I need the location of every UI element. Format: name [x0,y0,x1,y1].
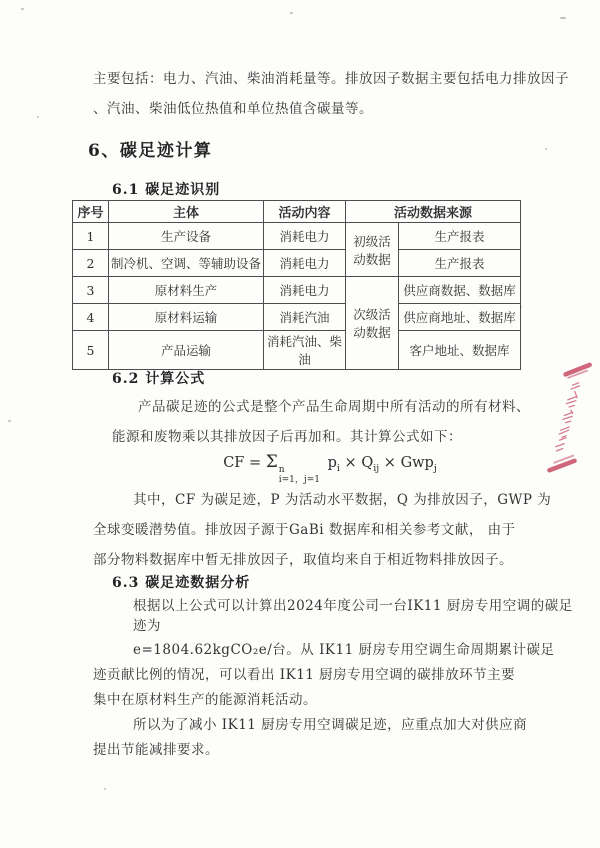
table-row [73,304,521,331]
section-6-title: 6、碳足迹计算 [88,141,213,161]
table-row [73,331,521,370]
scan-speck [37,116,39,118]
cell-no: 4 [73,304,109,331]
paragraph-line: 其中，CF 为碳足迹，P 为活动水平数据，Q 为排放因子，GWP 为 [133,492,552,508]
cell-source: 供应商地址、数据库 [399,304,521,331]
section-6-2-title: 6.2 计算公式 [112,371,206,387]
table-row [73,250,521,277]
cell-source: 生产报表 [399,250,521,277]
formula-term-p: p [327,455,337,471]
carbon-footprint-table [72,200,521,370]
cell-subject: 原材料生产 [109,277,264,304]
intro-paragraph [93,64,569,124]
scan-speck [560,17,566,19]
formula-explanation-paragraph [93,485,551,575]
cell-no: 5 [73,331,109,370]
cell-source: 生产报表 [399,223,521,250]
cell-activity: 消耗汽油 [264,304,346,331]
paragraph-line: 集中在原材料生产的能源消耗活动。 [93,692,317,708]
table-row [73,223,521,250]
cell-activity: 消耗汽油、柴油 [264,331,346,370]
cell-group-secondary: 次级活动数据 [346,277,399,370]
analysis-paragraph-3 [93,713,527,763]
scan-speck [21,8,24,10]
col-header-activity: 活动内容 [264,201,346,223]
section-6-1-title: 6.1 碳足迹识别 [112,182,221,198]
cell-subject: 产品运输 [109,331,264,370]
cell-activity: 消耗电力 [264,223,346,250]
paragraph-line: 提出节能减排要求。 [93,742,219,758]
paragraph-line: 迹贡献比例的情况，可以看出 IK11 厨房专用空调的碳排放环节主要 [93,667,516,683]
formula-times: × [383,455,396,471]
cell-no: 2 [73,250,109,277]
cell-activity: 消耗电力 [264,250,346,277]
intro-line: 主要包括：电力、汽油、柴油消耗量等。排放因子数据主要包括电力排放因子 [93,71,569,87]
scan-speck [520,306,522,308]
table-row [73,277,521,304]
analysis-paragraph-1 [133,596,573,636]
cell-no: 3 [73,277,109,304]
formula-term-p-sub: i [336,462,340,474]
formula-lhs: CF [223,455,245,471]
paragraph-line: 根据以上公式可以计算出2024年度公司一台IK11 厨房专用空调的碳足 [133,598,573,614]
scan-speck [290,12,293,14]
carbon-footprint-value-line: e=1804.62kgCO₂e/台。从 IK11 厨房专用空调生命周期累计碳足 [133,642,555,658]
formula-term-gwp-sub: j [433,462,437,474]
table-header-row [73,201,521,223]
red-stamp-icon [543,358,595,478]
paragraph-line: 能源和废物乘以其排放因子后再加和。其计算公式如下： [112,429,462,445]
paragraph-line: 产品碳足迹的公式是整个产品生命周期中所有活动的所有材料、 [138,399,530,415]
scan-speck [545,148,547,150]
cell-no: 1 [73,223,109,250]
cell-group-primary: 初级活动数据 [346,223,399,277]
formula-times: × [344,455,357,471]
formula-term-gwp: Gwp [400,455,434,471]
scan-speck [104,788,106,790]
formula-intro-paragraph [112,392,530,452]
col-header-source: 活动数据来源 [346,201,521,223]
formula-subscript: i=1，j=1 [278,475,320,486]
formula-superscript: n [278,465,285,475]
paragraph-line: 全球变暖潜势值。排放因子源于GaBi 数据库和相关参考文献， 由于 [93,522,516,538]
cell-activity: 消耗电力 [264,277,346,304]
col-header-subject: 主体 [109,201,264,223]
cell-subject: 原材料运输 [109,304,264,331]
red-stamp [543,358,595,478]
section-6-3-title: 6.3 碳足迹数据分析 [112,575,251,591]
cell-source: 供应商数据、数据库 [399,277,521,304]
cell-subject: 制冷机、空调、等辅助设备 [109,250,264,277]
formula-term-q: Q [361,455,374,471]
intro-line: 、汽油、柴油低位热值和单位热值含碳量等。 [93,101,373,117]
carbon-footprint-formula [120,452,540,486]
paragraph-line: 部分物料数据库中暂无排放因子，取值均来自于相近物料排放因子。 [93,552,513,568]
analysis-paragraph-2 [93,638,554,713]
sigma-symbol: Σ [265,452,278,472]
cell-source: 客户地址、数据库 [399,331,521,370]
formula-term-q-sub: ij [373,462,380,474]
scan-speck [8,420,11,422]
col-header-no: 序号 [73,201,109,223]
formula-equals: = [248,455,262,471]
paragraph-line: 所以为了减小 IK11 厨房专用空调碳足迹，应重点加大对供应商 [133,717,528,733]
paragraph-line: 迹为 [133,618,161,634]
cell-subject: 生产设备 [109,223,264,250]
